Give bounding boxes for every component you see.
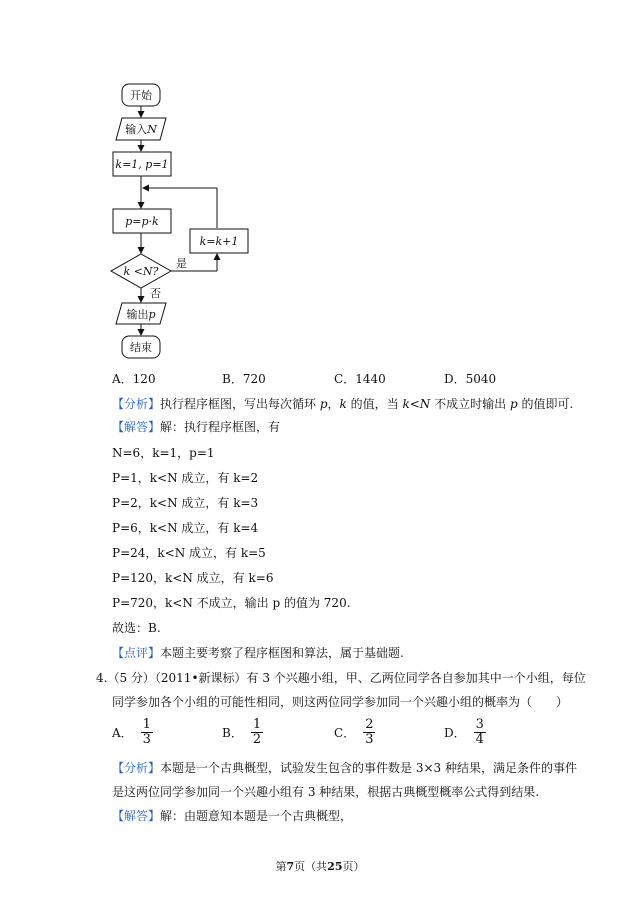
- q4-solution: 【解答】解：由题意知本题是一个古典概型，: [112, 809, 353, 823]
- q4-question-line1: 4.（5 分）（2011•新课标）有 3 个兴趣小组，甲、乙两位同学各自参加其中一个小组，每位: [96, 671, 586, 685]
- q3-step: P=120，k<N 成立，有 k=6: [112, 571, 274, 585]
- comment-tag: 【点评】: [112, 646, 161, 660]
- svg-text:输入N: 输入N: [125, 123, 157, 136]
- process-node: [113, 209, 171, 233]
- input-node: [116, 118, 166, 140]
- option-c: C． $\frac{2}{3}$: [334, 717, 374, 747]
- q3-step: P=6，k<N 成立，有 k=4: [112, 521, 259, 535]
- end-node: [122, 336, 160, 358]
- q3-step: P=2，k<N 成立，有 k=3: [112, 496, 259, 510]
- page-footer: 第7页（共25页）: [275, 860, 365, 873]
- q3-step: P=720，k<N 不成立，输出 p 的值为 720.: [112, 596, 351, 610]
- increment-node: [190, 229, 248, 253]
- output-node: [116, 303, 166, 324]
- q4-question-line2: 同学参加各个小组的可能性相同，则这两位同学参加同一个兴趣小组的概率为（ ）: [112, 695, 569, 709]
- option-b: B．720: [222, 372, 266, 386]
- option-c: C．1440: [334, 372, 386, 386]
- svg-text:开始: 开始: [130, 89, 152, 102]
- decision-node: [111, 254, 171, 288]
- svg-text:p=p·k: p=p·k: [125, 215, 159, 228]
- svg-text:结束: 结束: [130, 341, 152, 354]
- q3-analysis: 【分析】执行程序框图，写出每次循环 p，k 的值，当 k<N 不成立时输出 p 的值即可.: [112, 397, 574, 411]
- q4-options: [112, 718, 532, 752]
- q3-comment: 【点评】本题主要考察了程序框图和算法，属于基础题.: [112, 646, 404, 660]
- flowchart: [0, 0, 640, 370]
- solution-tag: 【解答】: [112, 420, 161, 434]
- q3-solution-intro: 【解答】解：执行程序框图，有: [112, 420, 281, 434]
- q4-analysis-line1: 【分析】本题是一个古典概型，试验发生包含的事件数是 3×3 种结果，满足条件的事件: [112, 761, 577, 775]
- q3-choice: 故选：B.: [112, 621, 161, 635]
- analysis-tag: 【分析】: [112, 397, 161, 411]
- no-label: 否: [150, 287, 161, 300]
- option-b: B． $\frac{1}{2}$: [222, 717, 262, 747]
- q3-step: P=24，k<N 成立，有 k=5: [112, 546, 266, 560]
- q3-init-line: N=6，k=1，p=1: [112, 446, 215, 460]
- solution-tag: 【解答】: [112, 809, 161, 823]
- svg-text:输出p: 输出p: [126, 308, 156, 321]
- yes-label: 是: [176, 257, 187, 270]
- page-total: 25: [327, 860, 343, 873]
- option-d: D． $\frac{3}{4}$: [444, 717, 484, 747]
- option-d: D．5040: [444, 372, 497, 386]
- svg-text:k=k+1: k=k+1: [199, 235, 239, 248]
- svg-text:k=1, p=1: k=1, p=1: [115, 158, 169, 171]
- svg-text:k <N?: k <N?: [123, 265, 159, 278]
- init-node: [113, 152, 171, 176]
- q3-step: P=1，k<N 成立，有 k=2: [112, 471, 259, 485]
- page-number: 7: [286, 860, 295, 873]
- option-a: A．120: [112, 372, 156, 386]
- start-node: [122, 84, 160, 106]
- analysis-tag: 【分析】: [112, 761, 161, 775]
- question-number: 4.: [96, 671, 108, 685]
- option-a: A． $\frac{1}{3}$: [112, 717, 151, 747]
- q4-analysis-line2: 是这两位同学参加同一个兴趣小组有 3 种结果，根据古典概型概率公式得到结果.: [112, 785, 540, 799]
